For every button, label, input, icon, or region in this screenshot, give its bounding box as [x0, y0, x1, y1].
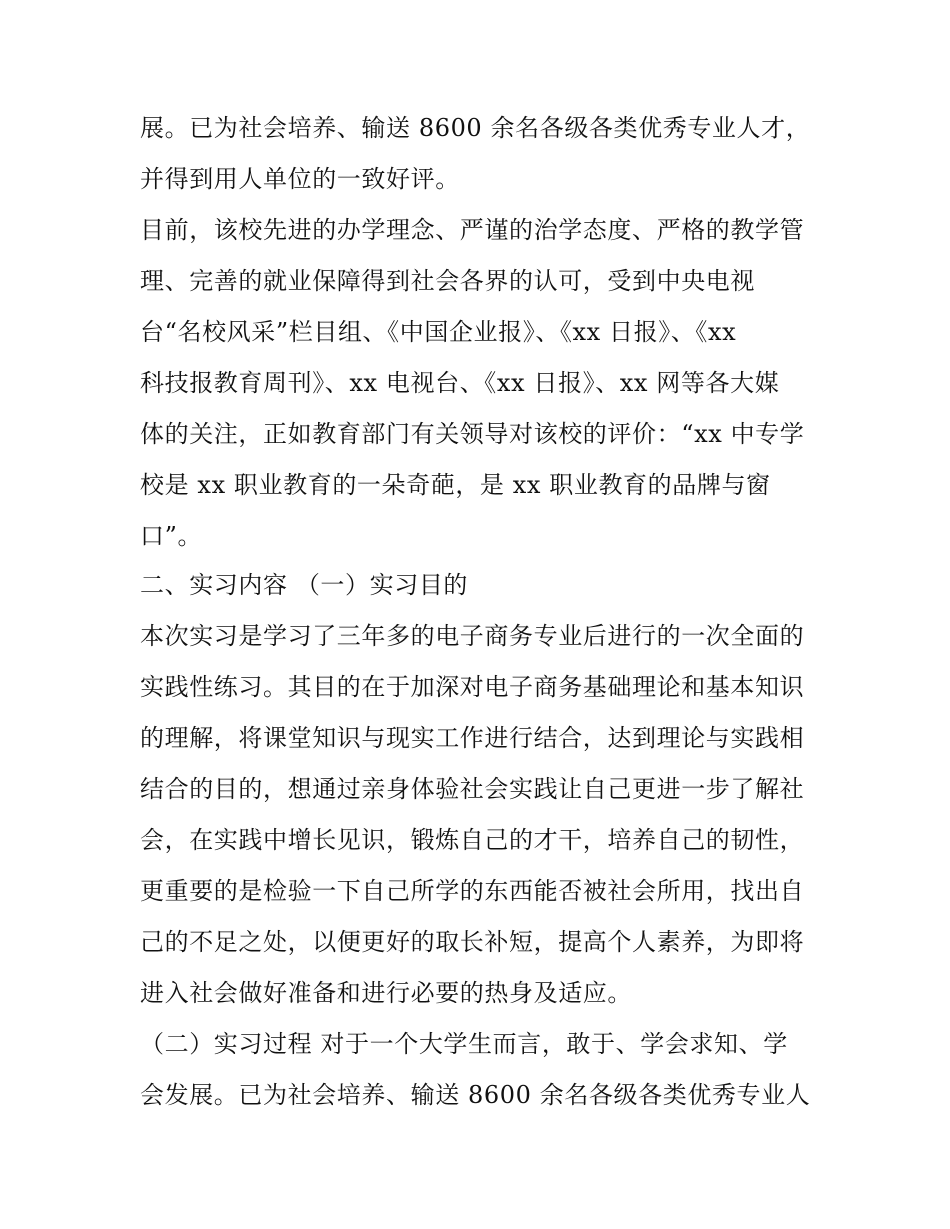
text-line: 己的不足之处，以便更好的取长补短，提高个人素养，为即将 — [140, 928, 805, 956]
text-line: 会发展。已为社会培养、输送 8600 余名各级各类优秀专业人 — [140, 1081, 811, 1109]
text-line: 的理解，将课堂知识与现实工作进行结合，达到理论与实践相 — [140, 724, 805, 752]
text-line: 台“名校风采”栏目组、《中国企业报》、《xx 日报》、《xx — [140, 318, 737, 346]
text-line: 并得到用人单位的一致好评。 — [140, 165, 460, 193]
text-line: 目前，该校先进的办学理念、严谨的治学态度、严格的教学管 — [140, 216, 805, 244]
text-line: 实践性练习。其目的在于加深对电子商务基础理论和基本知识 — [140, 673, 805, 701]
text-line: 进入社会做好准备和进行必要的热身及适应。 — [140, 979, 632, 1007]
text-line: 校是 xx 职业教育的一朵奇葩，是 xx 职业教育的品牌与窗 — [140, 471, 771, 499]
text-line: 展。已为社会培养、输送 8600 余名各级各类优秀专业人才， — [140, 114, 811, 142]
text-line: 体的关注，正如教育部门有关领导对该校的评价：“xx 中专学 — [140, 420, 805, 448]
text-line: 科技报教育周刊》、xx 电视台、《xx 日报》、xx 网等各大媒 — [140, 369, 780, 397]
section-heading: （二）实习过程 对于一个大学生而言，敢于、学会求知、学 — [140, 1030, 788, 1058]
section-heading: 二、实习内容 （一）实习目的 — [140, 571, 469, 599]
text-line: 本次实习是学习了三年多的电子商务专业后进行的一次全面的 — [140, 622, 805, 650]
text-line: 结合的目的，想通过亲身体验社会实践让自己更进一步了解社 — [140, 775, 805, 803]
text-line: 理、完善的就业保障得到社会各界的认可，受到中央电视 — [140, 267, 755, 295]
text-line: 更重要的是检验一下自己所学的东西能否被社会所用，找出自 — [140, 877, 805, 905]
text-line: 口”。 — [140, 522, 203, 550]
text-line: 会，在实践中增长见识，锻炼自己的才干，培养自己的韧性， — [140, 826, 805, 854]
